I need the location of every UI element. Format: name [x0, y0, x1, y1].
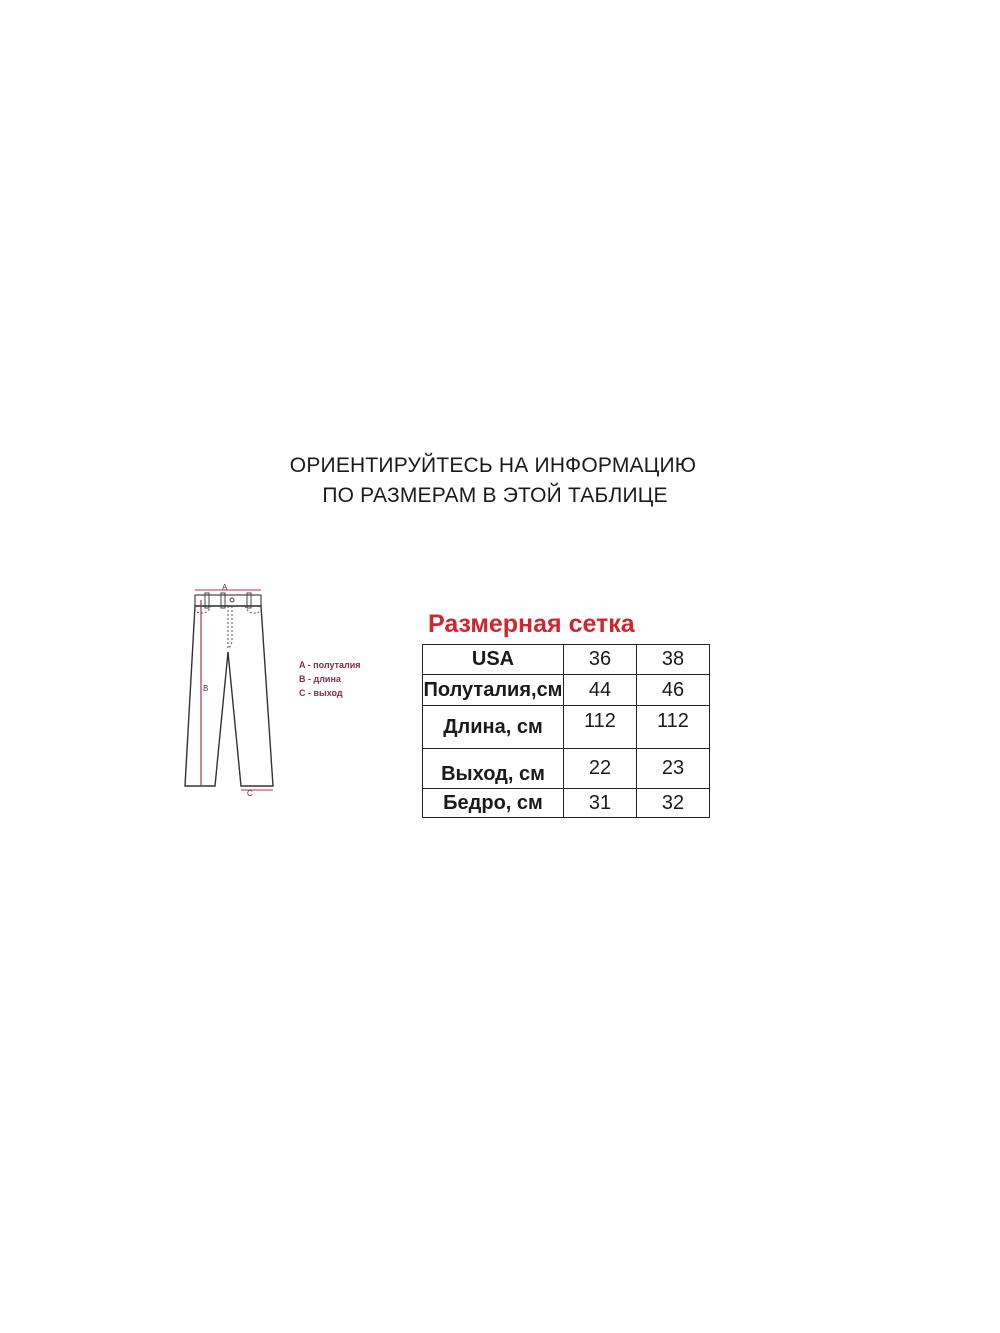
- row-label-leg-opening: Выход, см: [423, 749, 564, 789]
- row-label-length: Длина, см: [423, 706, 564, 749]
- row-label-usa: USA: [423, 645, 564, 675]
- size-chart-table: [422, 644, 710, 818]
- dimension-c-label: C: [247, 789, 253, 798]
- table-cell: 112: [637, 706, 710, 749]
- headline-line-1: ОРИЕНТИРУЙТЕСЬ НА ИНФОРМАЦИЮ: [289, 454, 697, 477]
- table-cell: 36: [564, 645, 637, 675]
- table-cell: 46: [637, 675, 710, 706]
- legend-item-b: B - длина: [299, 674, 341, 684]
- row-label-hip: Бедро, см: [423, 789, 564, 818]
- dimension-a-label: A: [222, 583, 228, 592]
- pants-sketch: [175, 578, 285, 808]
- table-row: [423, 675, 710, 706]
- table-row: [423, 706, 710, 749]
- button-shape: [230, 598, 234, 602]
- legend-item-c: C - выход: [299, 688, 343, 698]
- row-label-half-waist: Полуталия,см: [423, 675, 564, 706]
- table-cell: 31: [564, 789, 637, 818]
- pants-outline: [185, 606, 273, 786]
- table-cell: 32: [637, 789, 710, 818]
- table-cell: 44: [564, 675, 637, 706]
- table-cell: 38: [637, 645, 710, 675]
- table-cell: 23: [637, 749, 710, 789]
- pants-measurement-diagram: [175, 578, 385, 808]
- table-row: [423, 645, 710, 675]
- size-chart-title: Размерная сетка: [428, 610, 635, 638]
- dimension-b-label: B: [203, 684, 209, 693]
- table-row: [423, 749, 710, 789]
- info-headline: [0, 451, 1000, 511]
- legend-item-a: A - полуталия: [299, 660, 361, 670]
- table-cell: 22: [564, 749, 637, 789]
- fly-line: [228, 606, 232, 648]
- table-cell: 112: [564, 706, 637, 749]
- table-row: [423, 789, 710, 818]
- headline-line-2: ПО РАЗМЕРАМ В ЭТОЙ ТАБЛИЦЕ: [322, 484, 668, 507]
- dimension-legend: [299, 658, 361, 700]
